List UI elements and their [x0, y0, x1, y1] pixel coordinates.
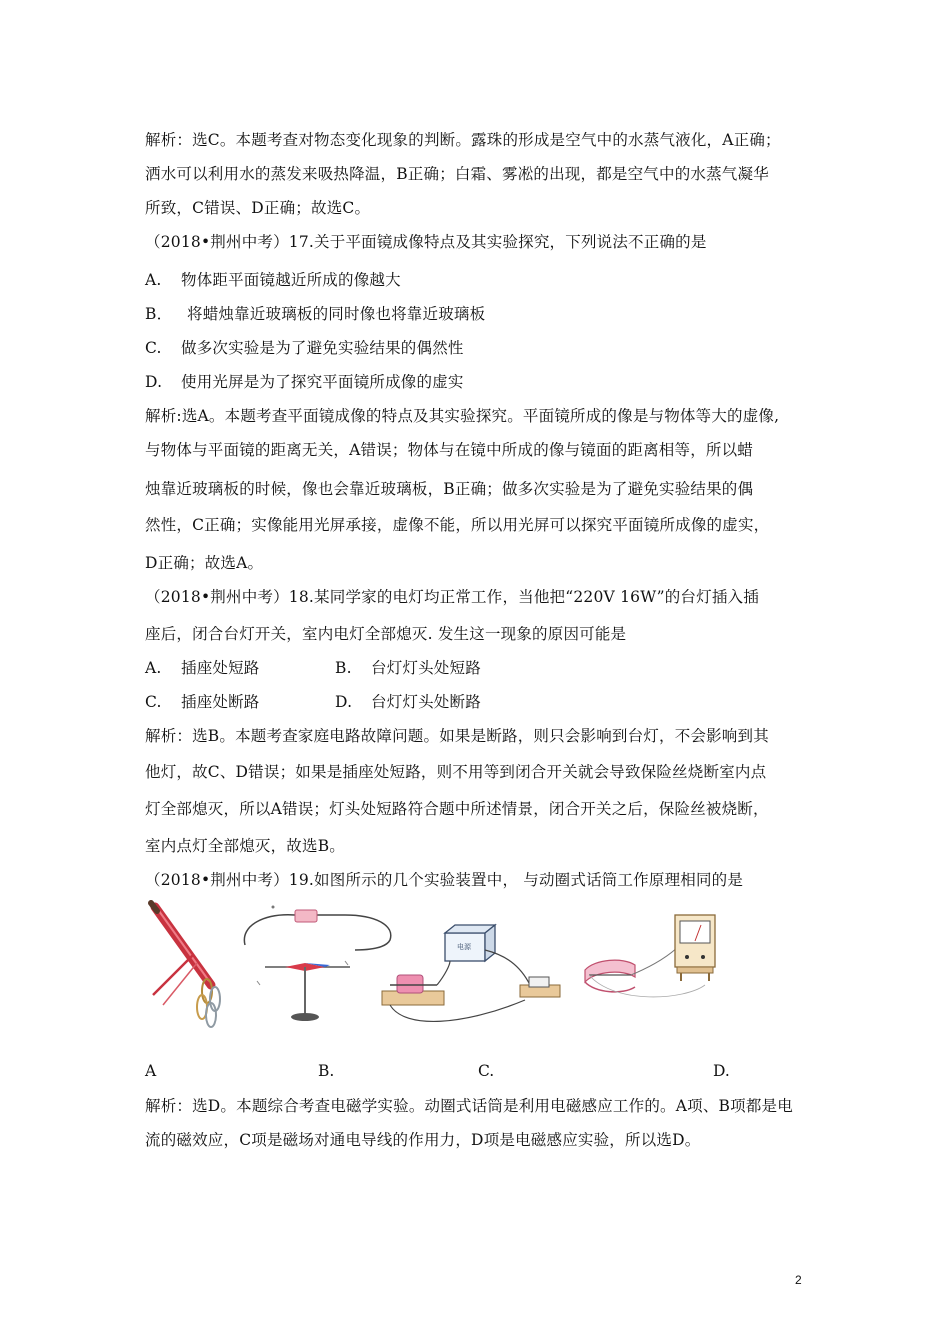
q18-stem-line-1: （2018•荆州中考）18.某同学家的电灯均正常工作，当他把“220V 16W”的台灯插入插 [145, 588, 759, 606]
option-label: A. [145, 271, 162, 289]
option-text: 物体距平面镜越近所成的像越大 [181, 271, 401, 289]
figure-d-induction [585, 915, 715, 997]
page-number: 2 [795, 1273, 802, 1287]
q18-answer-line-4: 室内点灯全部熄灭，故选B。 [145, 837, 345, 855]
q19-answer-line-1: 解析：选D。本题综合考查电磁学实验。动圈式话筒是利用电磁感应工作的。A项、B项都是电 [145, 1097, 793, 1115]
figure-label-c: C. [478, 1062, 495, 1080]
q17-answer-line-1: 解析:选A。本题考查平面镜成像的特点及其实验探究。平面镜所成的像是与物体等大的虚像, [145, 407, 780, 425]
q16-answer-line-2: 洒水可以利用水的蒸发来吸热降温，B正确；白霜、雾凇的出现，都是空气中的水蒸气凝华 [145, 165, 769, 183]
option-text: 台灯灯头处断路 [371, 693, 481, 711]
q18-stem-line-2: 座后，闭合台灯开关，室内电灯全部熄灭. 发生这一现象的原因可能是 [145, 625, 627, 643]
option-label: D. [145, 373, 163, 391]
q17-stem: （2018•荆州中考）17.关于平面镜成像特点及其实验探究，下列说法不正确的是 [145, 233, 707, 251]
option-label: C. [145, 339, 162, 357]
option-text: 将蜡烛靠近玻璃板的同时像也将靠近玻璃板 [187, 305, 486, 323]
option-label: B. [335, 659, 352, 677]
q18-option-d [335, 692, 481, 712]
q16-answer-line-1: 解析：选C。本题考查对物态变化现象的判断。露珠的形成是空气中的水蒸气液化，A正确； [145, 131, 781, 149]
figure-c-motor-effect [382, 925, 560, 1021]
option-text: 台灯灯头处短路 [371, 659, 481, 677]
q19-answer-line-2: 流的磁效应，C项是磁场对通电导线的作用力，D项是电磁感应实验，所以选D。 [145, 1131, 701, 1149]
q17-answer-line-3: 烛靠近玻璃板的时候，像也会靠近玻璃板，B正确；做多次实验是为了避免实验结果的偶 [145, 480, 754, 498]
q19-stem: （2018•荆州中考）19.如图所示的几个实验装置中， 与动圈式话筒工作原理相同的是 [145, 871, 744, 889]
option-text: 做多次实验是为了避免实验结果的偶然性 [181, 339, 464, 357]
figure-label-a: A [145, 1062, 157, 1080]
figure-b-oersted [244, 906, 390, 1022]
power-supply-label: 电源 [457, 943, 471, 951]
option-text: 插座处断路 [181, 693, 260, 711]
option-text: 插座处短路 [181, 659, 260, 677]
q18-options-row-2 [145, 692, 825, 712]
q18-options-row-1 [145, 658, 825, 678]
q17-option-d [145, 372, 825, 392]
option-label: A. [145, 659, 162, 677]
figure-label-d: D. [713, 1062, 730, 1080]
q17-option-c [145, 338, 825, 358]
option-label: D. [335, 693, 353, 711]
q18-option-b [335, 658, 481, 678]
q18-answer-line-2: 他灯，故C、D错误；如果是插座处短路，则不用等到闭合开关就会导致保险丝烧断室内点 [145, 763, 767, 781]
figure-a-electromagnet [151, 903, 220, 1027]
q17-option-a [145, 270, 825, 290]
q17-answer-line-5: D正确；故选A。 [145, 554, 264, 572]
q18-answer-line-3: 灯全部熄灭，所以A错误；灯头处短路符合题中所述情景，闭合开关之后，保险丝被烧断， [145, 800, 769, 818]
figure-label-b: B. [318, 1062, 335, 1080]
q17-answer-line-4: 然性，C正确；实像能用光屏承接，虚像不能，所以用光屏可以探究平面镜所成像的虚实， [145, 516, 770, 534]
q19-figures [145, 895, 805, 1035]
q17-answer-line-2: 与物体与平面镜的距离无关，A错误；物体与在镜中所成的像与镜面的距离相等，所以蜡 [145, 441, 753, 459]
q17-option-b [145, 304, 825, 324]
option-label: B． [145, 305, 173, 323]
q16-answer-line-3: 所致，C错误、D正确；故选C。 [145, 199, 371, 217]
option-text: 使用光屏是为了探究平面镜所成像的虚实 [181, 373, 464, 391]
q18-answer-line-1: 解析：选B。本题考查家庭电路故障问题。如果是断路，则只会影响到台灯，不会影响到其 [145, 727, 769, 745]
option-label: C. [145, 693, 162, 711]
